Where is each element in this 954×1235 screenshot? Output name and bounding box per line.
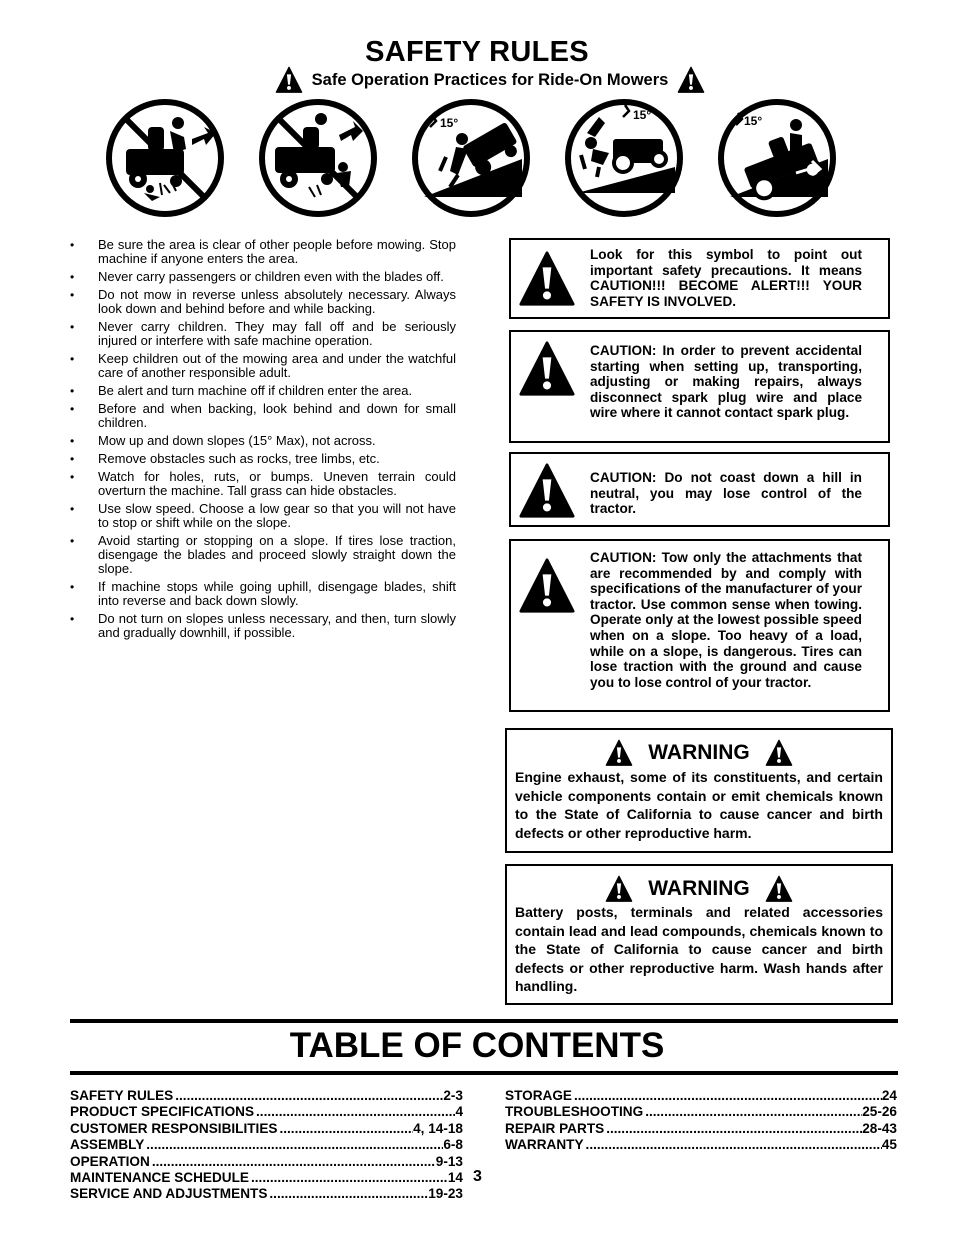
toc-entry-page: 4, 14-18: [413, 1120, 463, 1136]
caution-box-symbol: [509, 238, 890, 319]
toc-entry-label: SERVICE AND ADJUSTMENTS: [70, 1186, 268, 1202]
toc-entry-label: MAINTENANCE SCHEDULE: [70, 1169, 249, 1185]
slope-angle-label: 15°: [744, 114, 763, 128]
caution-text: CAUTION: In order to prevent accidental starting when setting up, transporting, adjusting or making repairs, always disconnect spark plug wire and place wire where it cannot contact spark plug.: [590, 343, 862, 421]
toc-entry-page: 45: [881, 1137, 897, 1153]
toc-entry-page: 2-3: [443, 1088, 463, 1103]
toc-entry[interactable]: [70, 1121, 463, 1137]
list-item: • Before and when backing, look behind and down for small children.: [68, 402, 456, 430]
toc-entry-page: 28-43: [862, 1120, 897, 1136]
caution-text: Look for this symbol to point out important safety precautions. It means CAUTION!!! BECOME ALERT!!! YOUR SAFETY IS INVOLVED.: [590, 247, 862, 309]
warning-triangle-icon: [274, 66, 304, 94]
toc-entry-label: WARRANTY: [505, 1137, 584, 1153]
toc-entry-label: CUSTOMER RESPONSIBILITIES: [70, 1120, 278, 1136]
list-item: • Mow up and down slopes (15° Max), not across.: [68, 434, 456, 448]
toc-entry-label: TROUBLESHOOTING: [505, 1104, 644, 1120]
slope-angle-label: 15°: [440, 116, 459, 130]
no-passengers-icon: [257, 97, 379, 219]
toc-entry[interactable]: [70, 1186, 463, 1202]
toc-entry[interactable]: [505, 1121, 897, 1137]
list-item: • Use slow speed. Choose a low gear so that you will not have to stop or shift while on the slope.: [68, 502, 456, 530]
slope-tipping-icon: [410, 97, 532, 219]
list-item: • Avoid starting or stopping on a slope. If tires lose traction, disengage the blades and proceed slowly straight down the slope.: [68, 534, 456, 576]
toc-entry-page: 25-26: [862, 1104, 897, 1120]
caution-box-towing: [509, 539, 890, 712]
toc-entry[interactable]: [70, 1104, 463, 1120]
list-item: • Do not turn on slopes unless necessary, and then, turn slowly and gradually downhill, if possible.: [68, 612, 456, 640]
toc-entry-page: 9-13: [435, 1153, 463, 1169]
toc-entry[interactable]: [505, 1088, 897, 1104]
warning-heading-text: WARNING: [648, 877, 750, 900]
toc-entry-page: 6-8: [443, 1137, 463, 1153]
slope-angle-label: 15°: [633, 108, 652, 122]
toc-right-column: [505, 1088, 897, 1154]
warning-box-exhaust: [505, 728, 893, 853]
list-item: • Watch for holes, ruts, or bumps. Uneven terrain could overturn the machine. Tall grass can hide obstacles.: [68, 470, 456, 498]
toc-left-column: [70, 1088, 463, 1203]
warning-triangle-icon: [517, 462, 577, 520]
warning-triangle-icon: [517, 557, 577, 615]
toc-entry[interactable]: [505, 1104, 897, 1120]
warning-text: Battery posts, terminals and related accessories contain lead and lead compounds, chemicals known to the State of California to cause cancer and birth defects or other reproductive harm. Wash hands after handling.: [515, 904, 883, 995]
warning-box-battery: [505, 864, 893, 1005]
list-item: • Be sure the area is clear of other people before mowing. Stop machine if anyone enters the area.: [68, 238, 456, 266]
warning-triangle-icon: [517, 250, 577, 308]
warning-triangle-icon: [764, 739, 794, 767]
toc-entry-label: ASSEMBLY: [70, 1137, 145, 1153]
no-mowing-near-children-icon: [104, 97, 226, 219]
toc-entry-label: SAFETY RULES: [70, 1088, 174, 1103]
toc-entry-page: 24: [881, 1088, 897, 1103]
toc-entry-page: 19-23: [428, 1186, 463, 1202]
page-number: 3: [473, 1168, 482, 1185]
toc-entry[interactable]: [70, 1170, 463, 1186]
toc-entry-page: 14: [447, 1169, 463, 1185]
list-item: • Never carry children. They may fall off and be seriously injured or interfere with safe machine operation.: [68, 320, 456, 348]
warning-triangle-icon: [517, 340, 577, 398]
toc-entry-page: 4: [455, 1104, 463, 1120]
toc-entry[interactable]: [70, 1137, 463, 1153]
divider: [70, 1071, 898, 1075]
warning-triangle-icon: [604, 875, 634, 903]
caution-text: CAUTION: Tow only the attachments that are recommended by and comply with specifications of the manufacturer of your tractor. Use common sense when towing. Operate only at the lowest possible speed when on a slope. Too heavy of a load, while on a slope, is dangerous. Tires can lose traction with the ground and cause you to lose control of your tractor.: [590, 550, 862, 690]
list-item: • Remove obstacles such as rocks, tree limbs, etc.: [68, 452, 456, 466]
subtitle-text: Safe Operation Practices for Ride-On Mowers: [311, 70, 669, 89]
toc-entry[interactable]: [505, 1137, 897, 1153]
page-title: SAFETY RULES: [365, 36, 589, 68]
safety-pictograms: [104, 97, 874, 227]
caution-box-spark-plug: [509, 330, 890, 443]
divider: [70, 1019, 898, 1023]
slope-max-angle-icon: [716, 97, 838, 219]
list-item: • Never carry passengers or children even with the blades off.: [68, 270, 456, 284]
slope-rollover-icon: [563, 97, 685, 219]
toc-entry[interactable]: [70, 1088, 463, 1104]
caution-box-coasting: [509, 452, 890, 527]
warning-triangle-icon: [676, 66, 706, 94]
toc-entry-label: OPERATION: [70, 1153, 150, 1169]
warning-triangle-icon: [764, 875, 794, 903]
warning-heading: [507, 736, 891, 770]
toc-entry-label: REPAIR PARTS: [505, 1120, 605, 1136]
list-item: • Do not mow in reverse unless absolutely necessary. Always look down and behind before and while backing.: [68, 288, 456, 316]
warning-heading-text: WARNING: [648, 741, 750, 764]
safety-bullet-list: [68, 238, 456, 644]
list-item: • If machine stops while going uphill, disengage blades, shift into reverse and back down slowly.: [68, 580, 456, 608]
warning-text: Engine exhaust, some of its constituents, and certain vehicle components contain or emit chemicals known to the State of California to cause cancer and birth defects or other reproductive harm.: [515, 769, 883, 841]
list-item: • Keep children out of the mowing area and under the watchful care of another responsible adult.: [68, 352, 456, 380]
toc-entry-label: PRODUCT SPECIFICATIONS: [70, 1104, 255, 1120]
subtitle: [250, 62, 730, 98]
warning-heading: [507, 872, 891, 906]
toc-entry[interactable]: [70, 1154, 463, 1170]
warning-triangle-icon: [604, 739, 634, 767]
toc-entry-label: STORAGE: [505, 1088, 572, 1103]
toc-title: TABLE OF CONTENTS: [289, 1026, 665, 1065]
list-item: • Be alert and turn machine off if children enter the area.: [68, 384, 456, 398]
caution-text: CAUTION: Do not coast down a hill in neutral, you may lose control of the tractor.: [590, 470, 862, 517]
